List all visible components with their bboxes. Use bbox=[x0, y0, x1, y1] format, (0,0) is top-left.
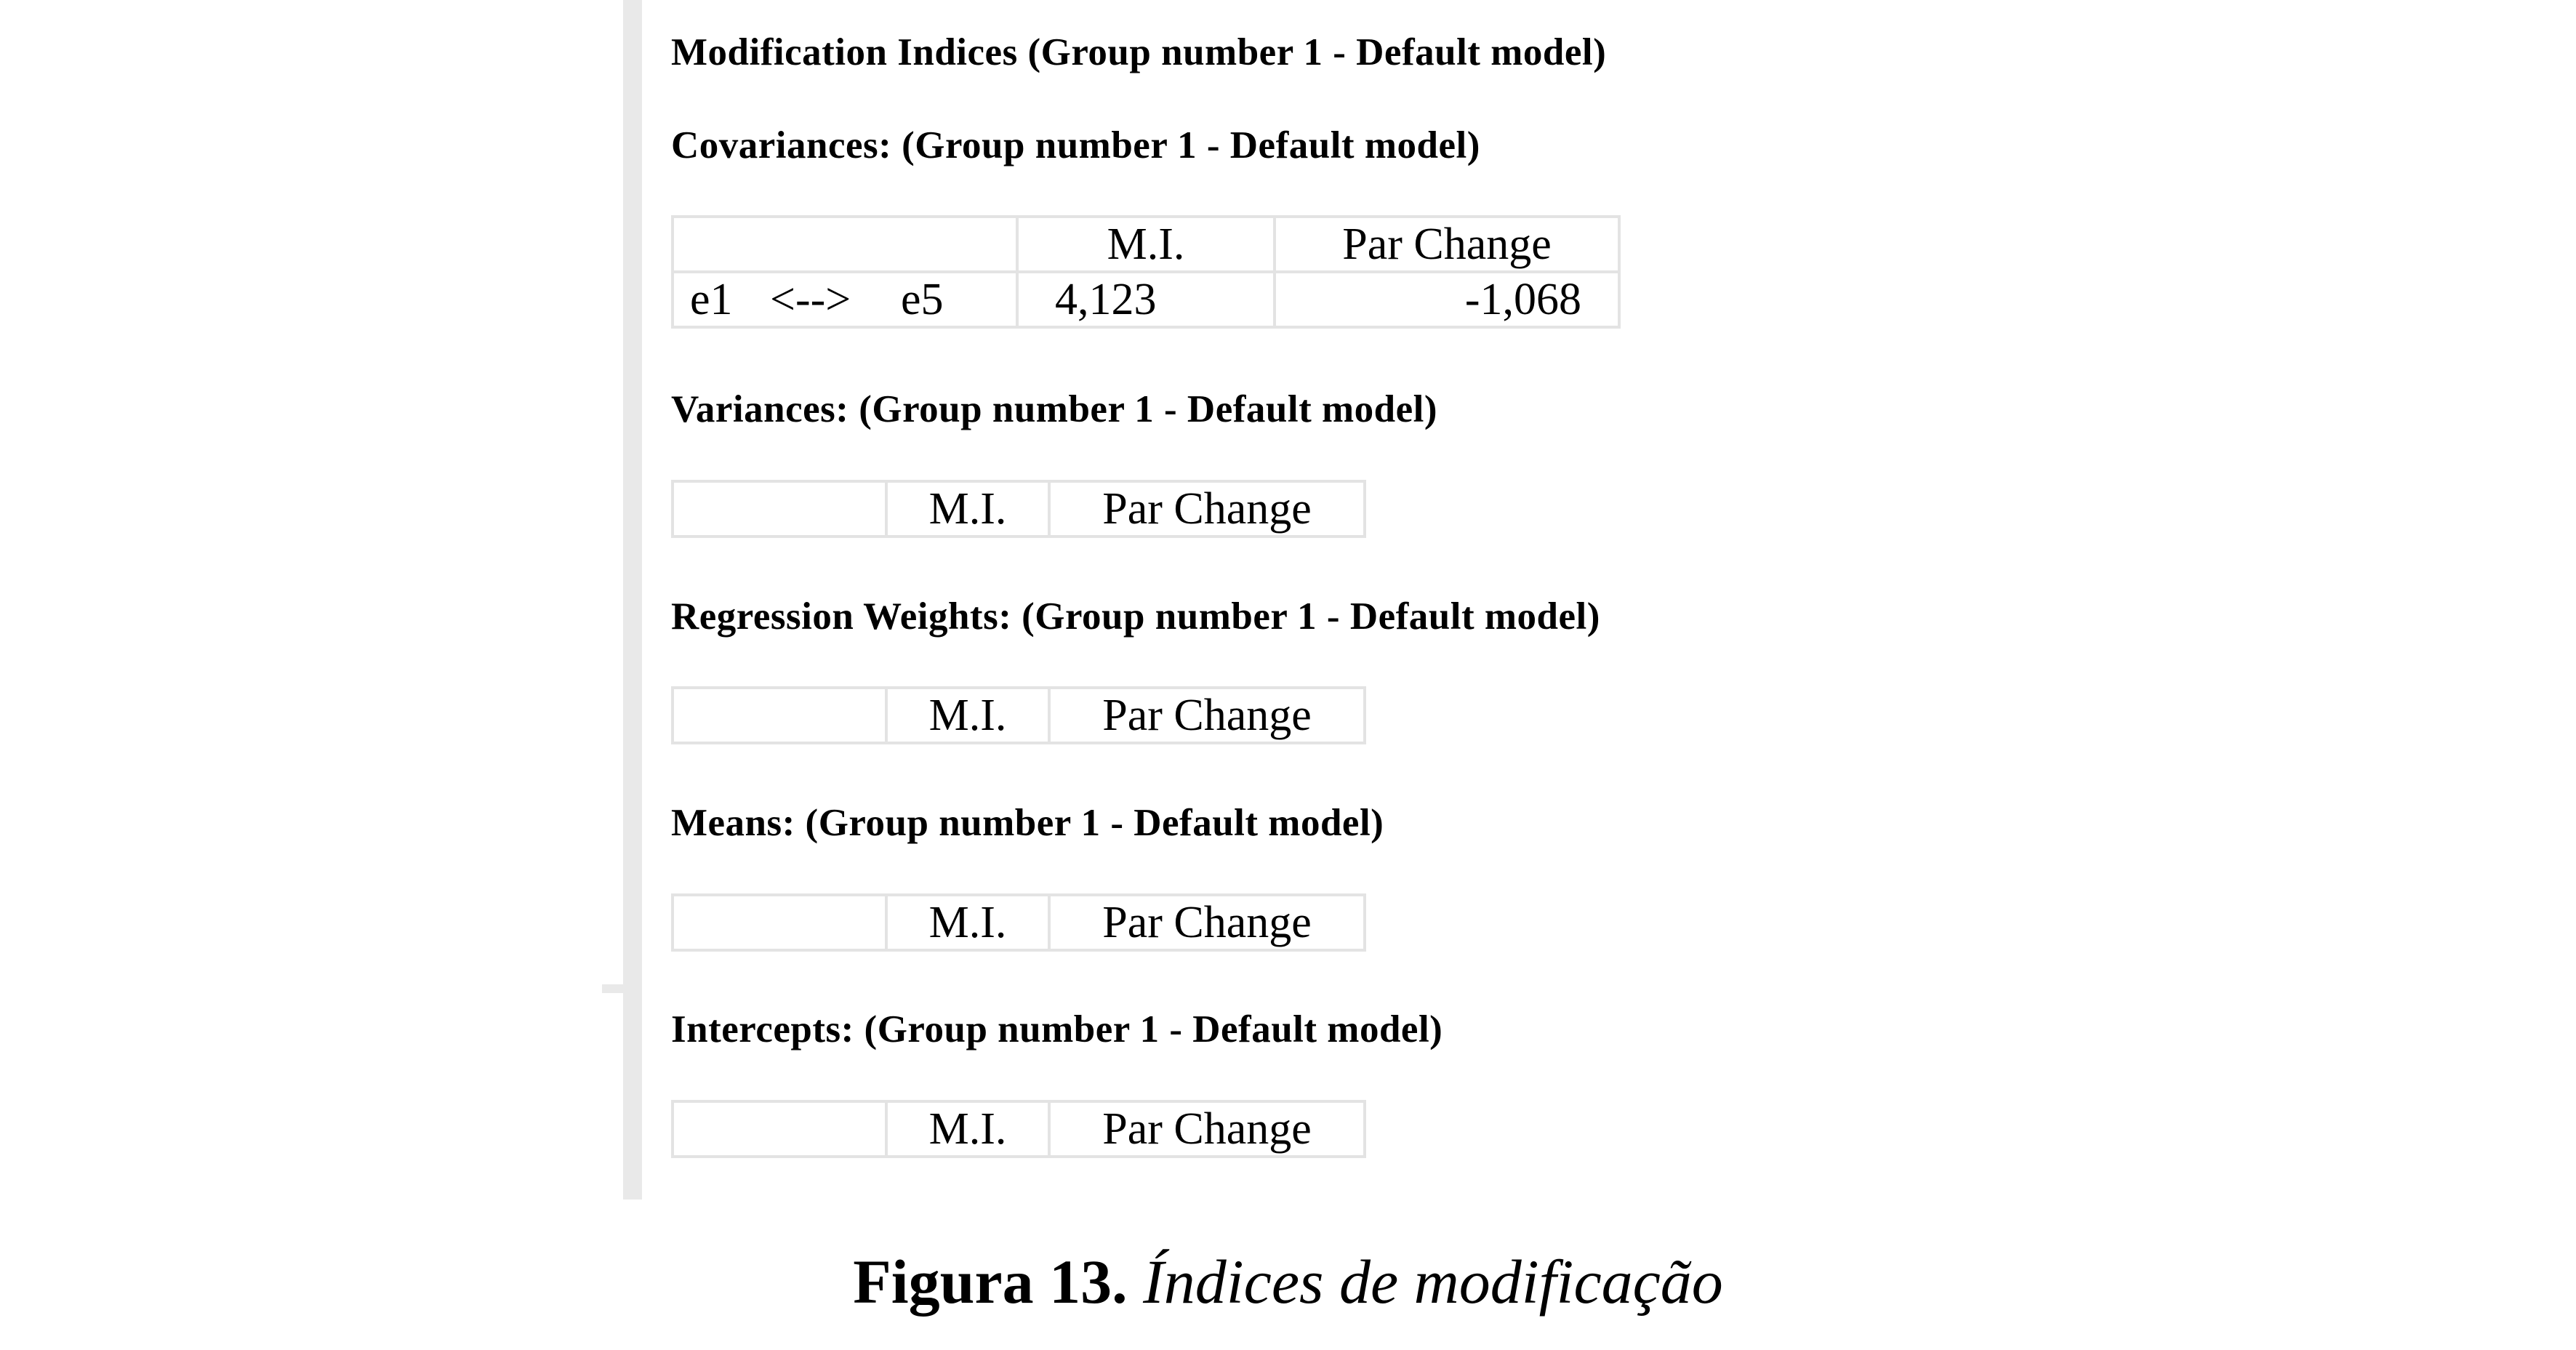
figure-label: Figura 13. bbox=[853, 1247, 1128, 1317]
regression-weights-heading: Regression Weights: (Group number 1 - Default model) bbox=[671, 595, 1600, 638]
means-table bbox=[671, 893, 1366, 952]
par-change-column-header: Par Change bbox=[1049, 481, 1365, 537]
scrollbar-marker bbox=[602, 984, 631, 993]
means-heading: Means: (Group number 1 - Default model) bbox=[671, 802, 1384, 844]
mi-value-cell: 4,123 bbox=[1017, 272, 1275, 327]
regression-weights-table bbox=[671, 686, 1366, 744]
header-blank-cell bbox=[673, 895, 886, 950]
par-change-column-header: Par Change bbox=[1049, 895, 1365, 950]
header-blank-cell bbox=[673, 217, 1017, 272]
header-blank-cell bbox=[673, 688, 886, 743]
figure-title: Índices de modificação bbox=[1143, 1247, 1723, 1317]
header-blank-cell bbox=[673, 1101, 886, 1157]
table-header-row bbox=[673, 1101, 1365, 1157]
table-header-row bbox=[673, 217, 1619, 272]
table-header-row bbox=[673, 688, 1365, 743]
mi-column-header: M.I. bbox=[886, 481, 1049, 537]
scrollbar-track[interactable] bbox=[623, 0, 642, 1200]
table-header-row bbox=[673, 481, 1365, 537]
intercepts-heading: Intercepts: (Group number 1 - Default model) bbox=[671, 1008, 1443, 1050]
variances-heading: Variances: (Group number 1 - Default model) bbox=[671, 388, 1437, 430]
table-header-row bbox=[673, 895, 1365, 950]
par-change-value-cell: -1,068 bbox=[1275, 272, 1619, 327]
header-blank-cell bbox=[673, 481, 886, 537]
par-change-column-header: Par Change bbox=[1049, 1101, 1365, 1157]
modification-indices-heading: Modification Indices (Group number 1 - Default model) bbox=[671, 31, 1607, 73]
par-change-column-header: Par Change bbox=[1049, 688, 1365, 743]
variances-table bbox=[671, 480, 1366, 538]
parameter-lhs: e1 bbox=[690, 275, 733, 324]
par-change-column-header: Par Change bbox=[1275, 217, 1619, 272]
parameter-cell bbox=[673, 272, 1017, 327]
mi-column-header: M.I. bbox=[1017, 217, 1275, 272]
mi-column-header: M.I. bbox=[886, 688, 1049, 743]
table-row bbox=[673, 272, 1619, 327]
covariances-heading: Covariances: (Group number 1 - Default model) bbox=[671, 124, 1480, 166]
intercepts-table bbox=[671, 1100, 1366, 1158]
mi-column-header: M.I. bbox=[886, 1101, 1049, 1157]
covariances-table bbox=[671, 215, 1621, 329]
parameter-rhs: e5 bbox=[901, 275, 944, 324]
parameter-arrow: <--> bbox=[770, 275, 851, 324]
mi-column-header: M.I. bbox=[886, 895, 1049, 950]
figure-caption bbox=[0, 1247, 2576, 1317]
